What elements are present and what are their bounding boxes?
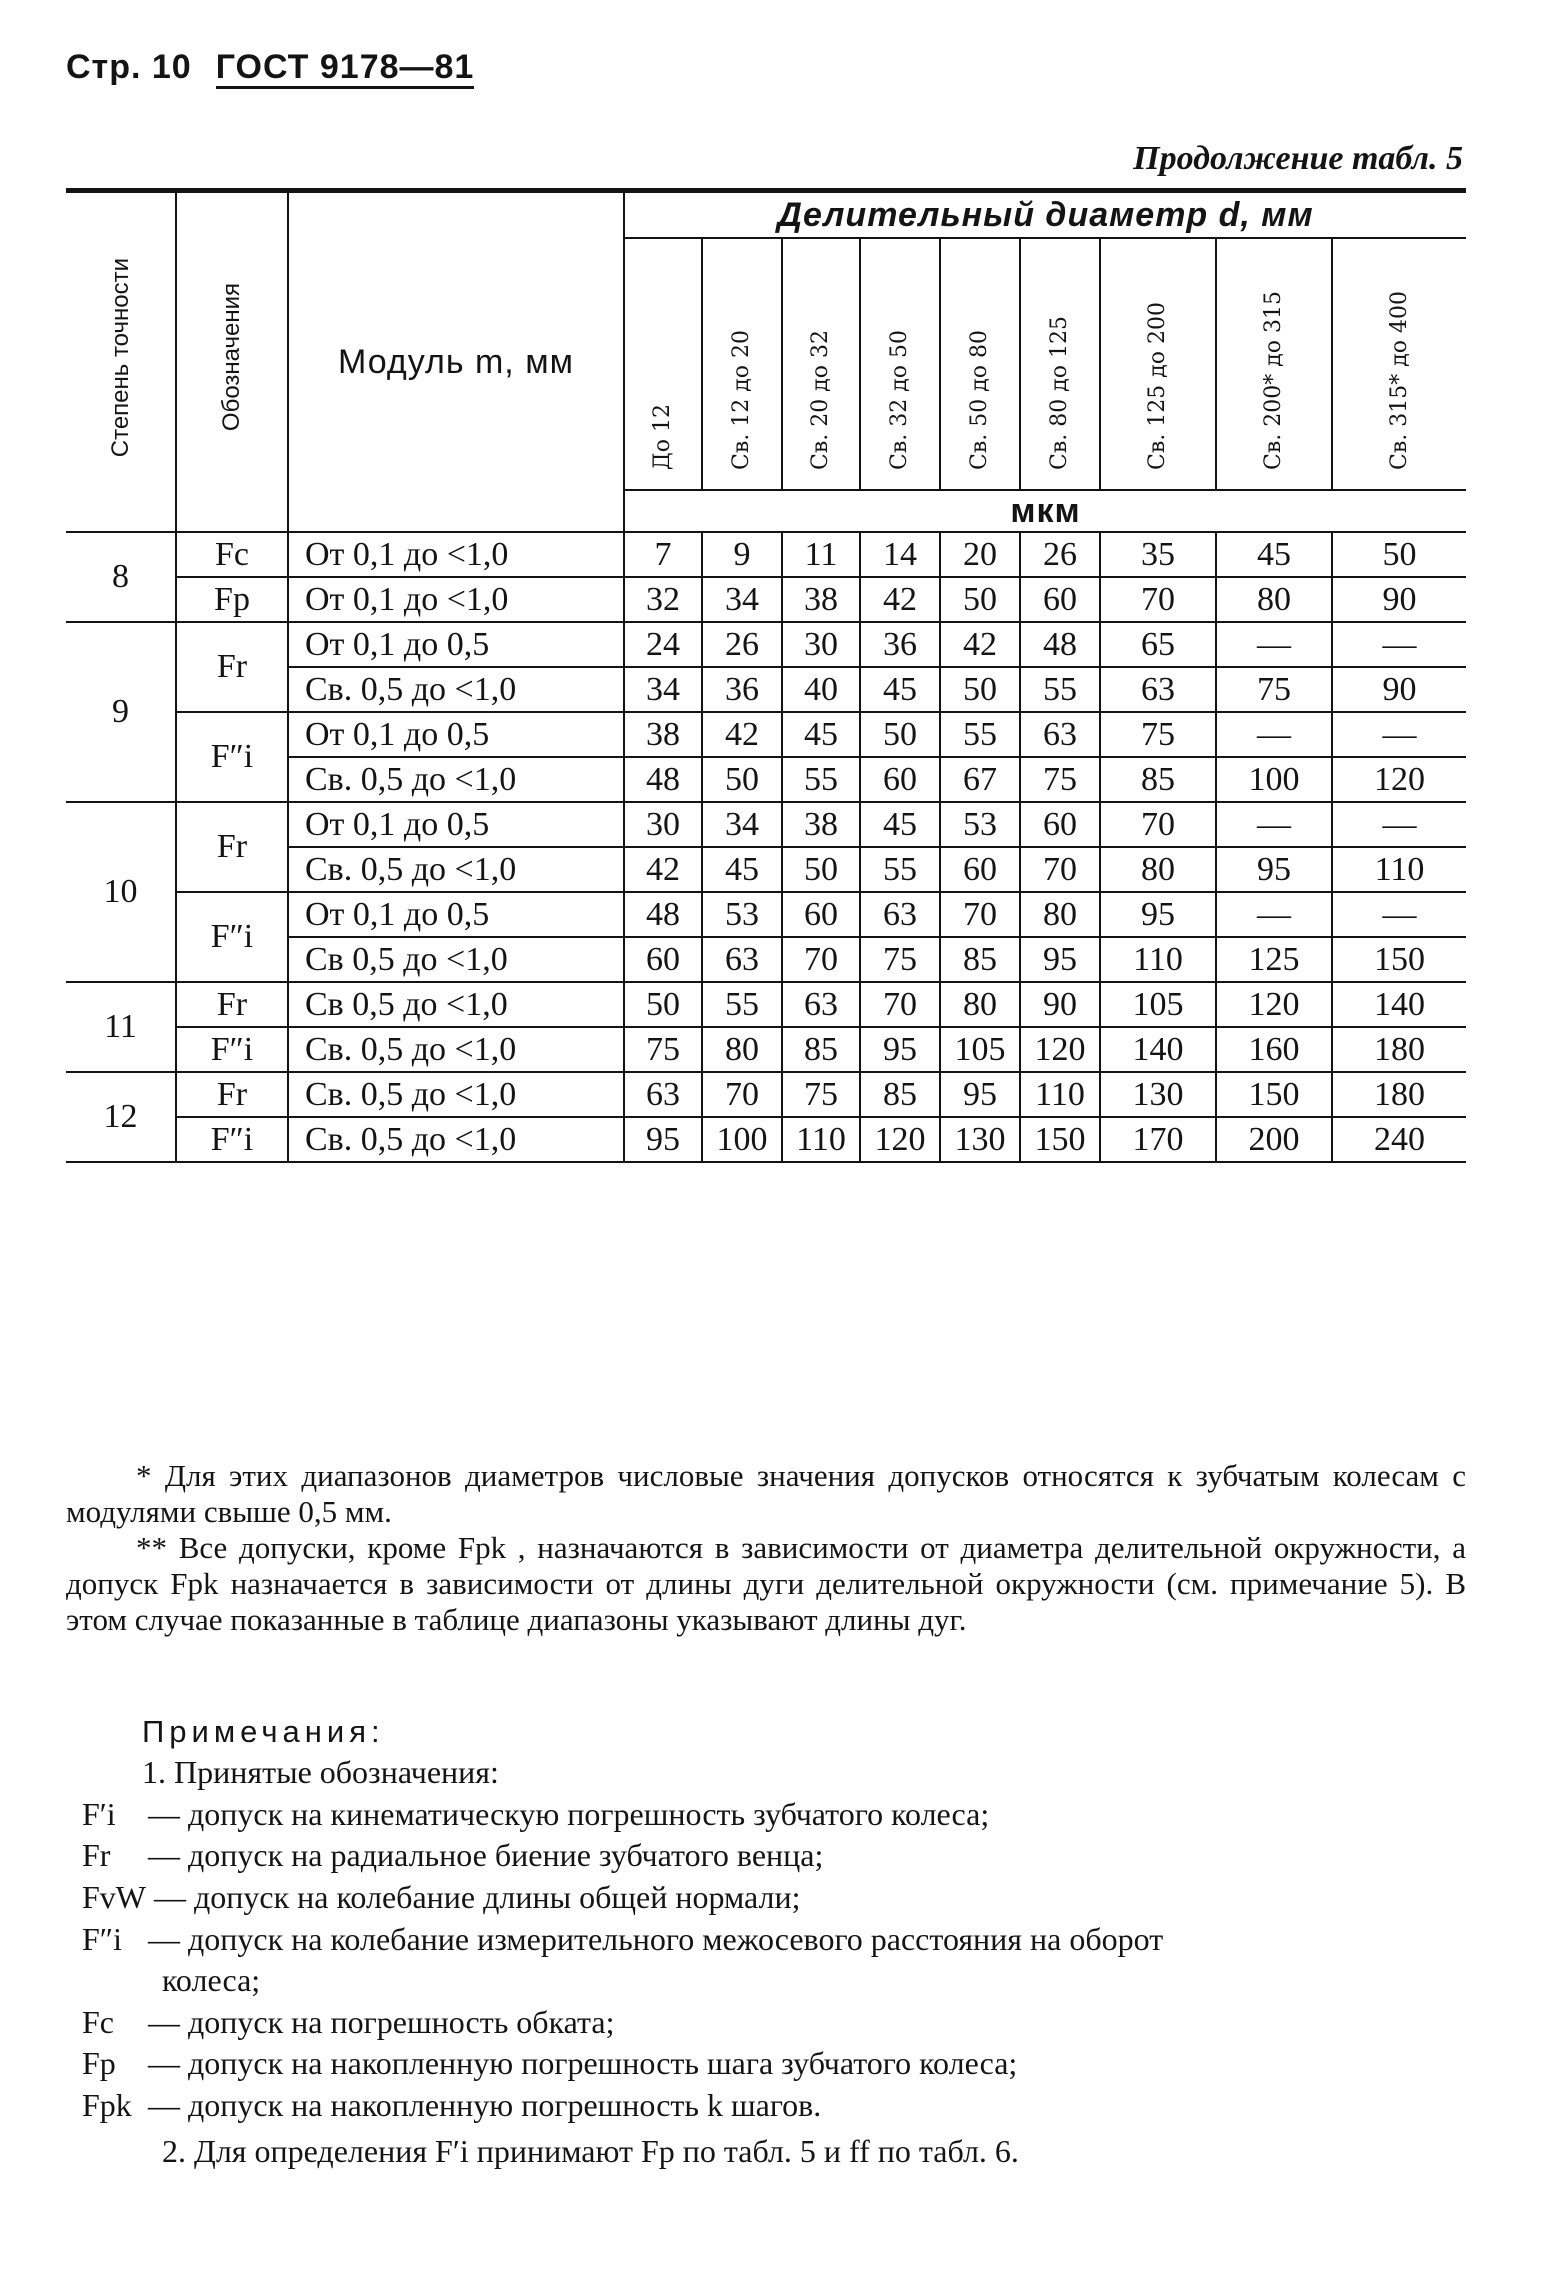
- designation-header-cell: [176, 191, 288, 533]
- footnote-star: * Для этих диапазонов диаметров числовые значения допусков относятся к зубчатым колесам с модулями свыше 0,5 мм.: [66, 1458, 1466, 1529]
- tolerance-value: 55: [940, 712, 1020, 757]
- tolerance-value: 45: [860, 802, 940, 847]
- module-header: Модуль m, мм: [288, 191, 624, 533]
- module-range-cell: Св. 0,5 до <1,0: [288, 1027, 624, 1072]
- tolerance-value: 130: [940, 1117, 1020, 1162]
- diameter-col-header: [782, 238, 860, 490]
- tolerance-value: 60: [782, 892, 860, 937]
- tolerance-value: 180: [1332, 1027, 1466, 1072]
- tolerance-value: 110: [1020, 1072, 1100, 1117]
- tolerance-value: 85: [1100, 757, 1216, 802]
- tolerance-value: 26: [702, 622, 782, 667]
- notes-definition: [82, 1877, 1472, 1919]
- tolerance-table: [66, 188, 1466, 1163]
- diameter-col-label: Св. 125 до 200: [1145, 302, 1171, 470]
- tolerance-value: 40: [782, 667, 860, 712]
- tolerance-value: 45: [782, 712, 860, 757]
- module-range-cell: Св. 0,5 до <1,0: [288, 1072, 624, 1117]
- tolerance-value: 34: [702, 577, 782, 622]
- diameter-col-header: [624, 238, 702, 490]
- notes-symbol: Fp: [82, 2045, 116, 2082]
- tolerance-value: 75: [1100, 712, 1216, 757]
- module-range-cell: Св. 0,5 до <1,0: [288, 757, 624, 802]
- tolerance-value: 90: [1332, 667, 1466, 712]
- tolerance-value: 30: [624, 802, 702, 847]
- tolerance-value: 105: [1100, 982, 1216, 1027]
- tolerance-value: —: [1216, 802, 1332, 847]
- tolerance-value: 36: [702, 667, 782, 712]
- table-row: [66, 577, 1466, 622]
- notes-definition-text: — допуск на накопленную погрешность шага зубчатого колеса;: [140, 2045, 1018, 2082]
- diameter-col-header: [940, 238, 1020, 490]
- tolerance-value: 60: [1020, 802, 1100, 847]
- tolerance-value: 45: [860, 667, 940, 712]
- notes-symbol: Fpk: [82, 2087, 132, 2124]
- page-header: [66, 48, 498, 87]
- tolerance-value: 140: [1100, 1027, 1216, 1072]
- designation-cell: F″i: [176, 712, 288, 802]
- module-range-cell: Св 0,5 до <1,0: [288, 982, 624, 1027]
- tolerance-value: 160: [1216, 1027, 1332, 1072]
- designation-cell: Fr: [176, 982, 288, 1027]
- designation-cell: F″i: [176, 1117, 288, 1162]
- tolerance-value: 85: [782, 1027, 860, 1072]
- tolerance-value: 75: [1216, 667, 1332, 712]
- table-row: [66, 802, 1466, 847]
- designation-cell: Fr: [176, 1072, 288, 1117]
- tolerance-value: 50: [940, 667, 1020, 712]
- tolerance-value: 75: [782, 1072, 860, 1117]
- precision-degree: 10: [66, 802, 176, 982]
- tolerance-value: 95: [624, 1117, 702, 1162]
- tolerance-value: 14: [860, 532, 940, 577]
- tolerance-value: 45: [702, 847, 782, 892]
- tolerance-value: 65: [1100, 622, 1216, 667]
- notes-definition: [82, 1835, 1472, 1877]
- table-row: [66, 1027, 1466, 1072]
- tolerance-value: 120: [1020, 1027, 1100, 1072]
- notes-symbol: Fc: [82, 2003, 114, 2040]
- tolerance-value: —: [1332, 622, 1466, 667]
- tolerance-value: 50: [860, 712, 940, 757]
- tolerance-value: 24: [624, 622, 702, 667]
- diameter-col-label: Св. 50 до 80: [967, 330, 993, 470]
- designation-cell: Fr: [176, 802, 288, 892]
- notes-definition: [82, 1919, 1472, 1961]
- diameter-group-header: Делительный диаметр d, мм: [624, 191, 1466, 239]
- table-row: [66, 712, 1466, 757]
- notes-definition-text: колеса;: [162, 1962, 261, 1999]
- tolerance-value: 90: [1020, 982, 1100, 1027]
- tolerance-value: 125: [1216, 937, 1332, 982]
- tolerance-value: 70: [860, 982, 940, 1027]
- tolerance-value: 36: [860, 622, 940, 667]
- module-range-cell: Св. 0,5 до <1,0: [288, 667, 624, 712]
- notes-definition-text: — допуск на колебание длины общей нормали;: [146, 1879, 801, 1916]
- page-number: Стр. 10: [66, 48, 192, 86]
- tolerance-value: 48: [624, 757, 702, 802]
- tolerance-value: 63: [702, 937, 782, 982]
- tolerance-value: 53: [940, 802, 1020, 847]
- tolerance-value: 55: [782, 757, 860, 802]
- notes-definitions: [82, 1794, 1472, 2127]
- table-row: [66, 532, 1466, 577]
- tolerance-value: 110: [1100, 937, 1216, 982]
- tolerance-value: 35: [1100, 532, 1216, 577]
- tolerance-value: 70: [1020, 847, 1100, 892]
- tolerance-value: 240: [1332, 1117, 1466, 1162]
- standard-code: ГОСТ 9178—81: [216, 48, 475, 89]
- tolerance-value: 60: [624, 937, 702, 982]
- table-row: [66, 1072, 1466, 1117]
- degree-header: Степень точности: [106, 257, 134, 458]
- tolerance-value: 75: [1020, 757, 1100, 802]
- notes-symbol: Fr: [82, 1837, 111, 1874]
- tolerance-value: 180: [1332, 1072, 1466, 1117]
- tolerance-value: 55: [702, 982, 782, 1027]
- tolerance-value: 9: [702, 532, 782, 577]
- diameter-col-header: [702, 238, 782, 490]
- notes-definition-text: — допуск на кинематическую погрешность зубчатого колеса;: [140, 1795, 990, 1832]
- tolerance-value: —: [1216, 892, 1332, 937]
- tolerance-value: 50: [624, 982, 702, 1027]
- tolerance-value: 63: [624, 1072, 702, 1117]
- diameter-col-label: Св. 80 до 125: [1047, 316, 1073, 470]
- tolerance-value: 11: [782, 532, 860, 577]
- tolerance-value: 42: [860, 577, 940, 622]
- notes-symbol: F″i: [82, 1920, 123, 1957]
- tolerance-value: 95: [1100, 892, 1216, 937]
- module-range-cell: От 0,1 до <1,0: [288, 577, 624, 622]
- tolerance-value: 105: [940, 1027, 1020, 1072]
- degree-header-cell: [66, 191, 176, 533]
- table-row: [66, 622, 1466, 667]
- table-row: [66, 892, 1466, 937]
- tolerance-value: 85: [940, 937, 1020, 982]
- module-range-cell: От 0,1 до 0,5: [288, 802, 624, 847]
- tolerance-value: 130: [1100, 1072, 1216, 1117]
- tolerance-value: 80: [1100, 847, 1216, 892]
- footnotes: [66, 1458, 1466, 1638]
- notes-definition: [82, 2002, 1472, 2044]
- diameter-col-label: Св. 12 до 20: [729, 330, 755, 470]
- module-range-cell: Св. 0,5 до <1,0: [288, 847, 624, 892]
- tolerance-value: 95: [940, 1072, 1020, 1117]
- tolerance-value: 63: [860, 892, 940, 937]
- tolerance-value: 80: [1020, 892, 1100, 937]
- tolerance-value: 170: [1100, 1117, 1216, 1162]
- tolerance-value: 42: [702, 712, 782, 757]
- notes-symbol: F′i: [82, 1795, 116, 1832]
- tolerance-value: 32: [624, 577, 702, 622]
- tolerance-value: —: [1332, 802, 1466, 847]
- tolerance-value: 34: [624, 667, 702, 712]
- tolerance-value: 60: [860, 757, 940, 802]
- notes-definition-text: — допуск на погрешность обката;: [140, 2003, 615, 2040]
- diameter-col-label: До 12: [650, 403, 676, 470]
- designation-header: Обозначения: [218, 283, 245, 432]
- tolerance-value: 60: [940, 847, 1020, 892]
- tolerance-value: 55: [1020, 667, 1100, 712]
- tolerance-value: 75: [624, 1027, 702, 1072]
- module-range-cell: От 0,1 до 0,5: [288, 892, 624, 937]
- tolerance-value: 60: [1020, 577, 1100, 622]
- notes-definition: [82, 1794, 1472, 1836]
- tolerance-value: 30: [782, 622, 860, 667]
- tolerance-value: 150: [1332, 937, 1466, 982]
- designation-cell: F″i: [176, 1027, 288, 1072]
- tolerance-value: 63: [1100, 667, 1216, 712]
- tolerance-value: 48: [624, 892, 702, 937]
- diameter-col-header: [1020, 238, 1100, 490]
- table-row: [66, 982, 1466, 1027]
- tolerance-value: 150: [1020, 1117, 1100, 1162]
- tolerance-value: 120: [860, 1117, 940, 1162]
- tolerance-value: 48: [1020, 622, 1100, 667]
- module-range-cell: Св 0,5 до <1,0: [288, 937, 624, 982]
- tolerance-value: 120: [1332, 757, 1466, 802]
- tolerance-value: —: [1332, 712, 1466, 757]
- tolerance-value: 55: [860, 847, 940, 892]
- tolerance-value: 38: [782, 802, 860, 847]
- tolerance-value: 200: [1216, 1117, 1332, 1162]
- diameter-col-header: [860, 238, 940, 490]
- diameter-col-header: [1216, 238, 1332, 490]
- tolerance-value: 45: [1216, 532, 1332, 577]
- tolerance-value: —: [1332, 892, 1466, 937]
- notes-definition: [82, 2085, 1472, 2127]
- tolerance-value: 150: [1216, 1072, 1332, 1117]
- tolerance-value: 95: [1216, 847, 1332, 892]
- diameter-col-header: [1332, 238, 1466, 490]
- notes-definition-text: — допуск на колебание измерительного межосевого расстояния на оборот: [140, 1920, 1164, 1957]
- tolerance-value: 80: [1216, 577, 1332, 622]
- diameter-col-label: Св. 32 до 50: [887, 330, 913, 470]
- tolerance-value: 67: [940, 757, 1020, 802]
- table-body: [66, 532, 1466, 1162]
- tolerance-value: 110: [782, 1117, 860, 1162]
- footnote-double-star: ** Все допуски, кроме Fpk , назначаются в зависимости от диаметра делительной окружности, а допуск Fpk назначается в зависимости от длины дуги делительной окружности (см. примечание 5). В этом случае показанные в таблице диапазоны указывают длины дуг.: [66, 1529, 1466, 1637]
- tolerance-value: 70: [1100, 577, 1216, 622]
- tolerance-value: 50: [702, 757, 782, 802]
- designation-cell: Fr: [176, 622, 288, 712]
- notes-item-2: 2. Для определения F′i принимают Fp по табл. 5 и ff по табл. 6.: [162, 2132, 1019, 2169]
- tolerance-value: 70: [1100, 802, 1216, 847]
- tolerance-value: 63: [1020, 712, 1100, 757]
- notes-definition-text: — допуск на накопленную погрешность k шагов.: [140, 2087, 822, 2124]
- table-row: [66, 1117, 1466, 1162]
- diameter-col-label: Св. 200* до 315: [1261, 291, 1287, 470]
- tolerance-value: 75: [860, 937, 940, 982]
- tolerance-value: —: [1216, 622, 1332, 667]
- precision-degree: 9: [66, 622, 176, 802]
- tolerance-value: 7: [624, 532, 702, 577]
- designation-cell: Fp: [176, 577, 288, 622]
- module-range-cell: От 0,1 до 0,5: [288, 622, 624, 667]
- diameter-col-label: Св. 315* до 400: [1386, 291, 1412, 470]
- precision-degree: 8: [66, 532, 176, 622]
- tolerance-value: 53: [702, 892, 782, 937]
- notes-symbol: FvW: [82, 1879, 146, 1916]
- tolerance-value: 50: [782, 847, 860, 892]
- designation-cell: Fc: [176, 532, 288, 577]
- notes-definition-text: — допуск на радиальное биение зубчатого венца;: [140, 1837, 824, 1874]
- tolerance-value: 70: [940, 892, 1020, 937]
- tolerance-value: 70: [782, 937, 860, 982]
- notes-definition: [162, 1960, 1472, 2002]
- tolerance-value: 110: [1332, 847, 1466, 892]
- tolerance-value: 100: [1216, 757, 1332, 802]
- tolerance-value: 95: [1020, 937, 1100, 982]
- units-header: мкм: [624, 490, 1466, 532]
- notes-title: Примечания:: [142, 1714, 385, 1749]
- notes-section: [82, 1712, 1472, 2172]
- module-range-cell: От 0,1 до 0,5: [288, 712, 624, 757]
- tolerance-value: 42: [624, 847, 702, 892]
- tolerance-value: 140: [1332, 982, 1466, 1027]
- tolerance-value: 85: [860, 1072, 940, 1117]
- table-continuation-label: Продолжение табл. 5: [1133, 140, 1463, 177]
- diameter-col-header: [1100, 238, 1216, 490]
- tolerance-value: 38: [782, 577, 860, 622]
- tolerance-value: 20: [940, 532, 1020, 577]
- tolerance-value: —: [1216, 712, 1332, 757]
- tolerance-value: 34: [702, 802, 782, 847]
- tolerance-value: 80: [940, 982, 1020, 1027]
- precision-degree: 12: [66, 1072, 176, 1162]
- tolerance-value: 70: [702, 1072, 782, 1117]
- diameter-col-label: Св. 20 до 32: [808, 330, 834, 470]
- tolerance-value: 100: [702, 1117, 782, 1162]
- tolerance-value: 26: [1020, 532, 1100, 577]
- tolerance-value: 38: [624, 712, 702, 757]
- designation-cell: F″i: [176, 892, 288, 982]
- tolerance-value: 50: [940, 577, 1020, 622]
- notes-item-1: 1. Принятые обозначения:: [142, 1754, 499, 1791]
- tolerance-value: 90: [1332, 577, 1466, 622]
- module-range-cell: Св. 0,5 до <1,0: [288, 1117, 624, 1162]
- tolerance-value: 42: [940, 622, 1020, 667]
- tolerance-value: 80: [702, 1027, 782, 1072]
- precision-degree: 11: [66, 982, 176, 1072]
- tolerance-value: 120: [1216, 982, 1332, 1027]
- tolerance-value: 50: [1332, 532, 1466, 577]
- notes-definition: [82, 2043, 1472, 2085]
- tolerance-value: 95: [860, 1027, 940, 1072]
- tolerance-value: 63: [782, 982, 860, 1027]
- module-range-cell: От 0,1 до <1,0: [288, 532, 624, 577]
